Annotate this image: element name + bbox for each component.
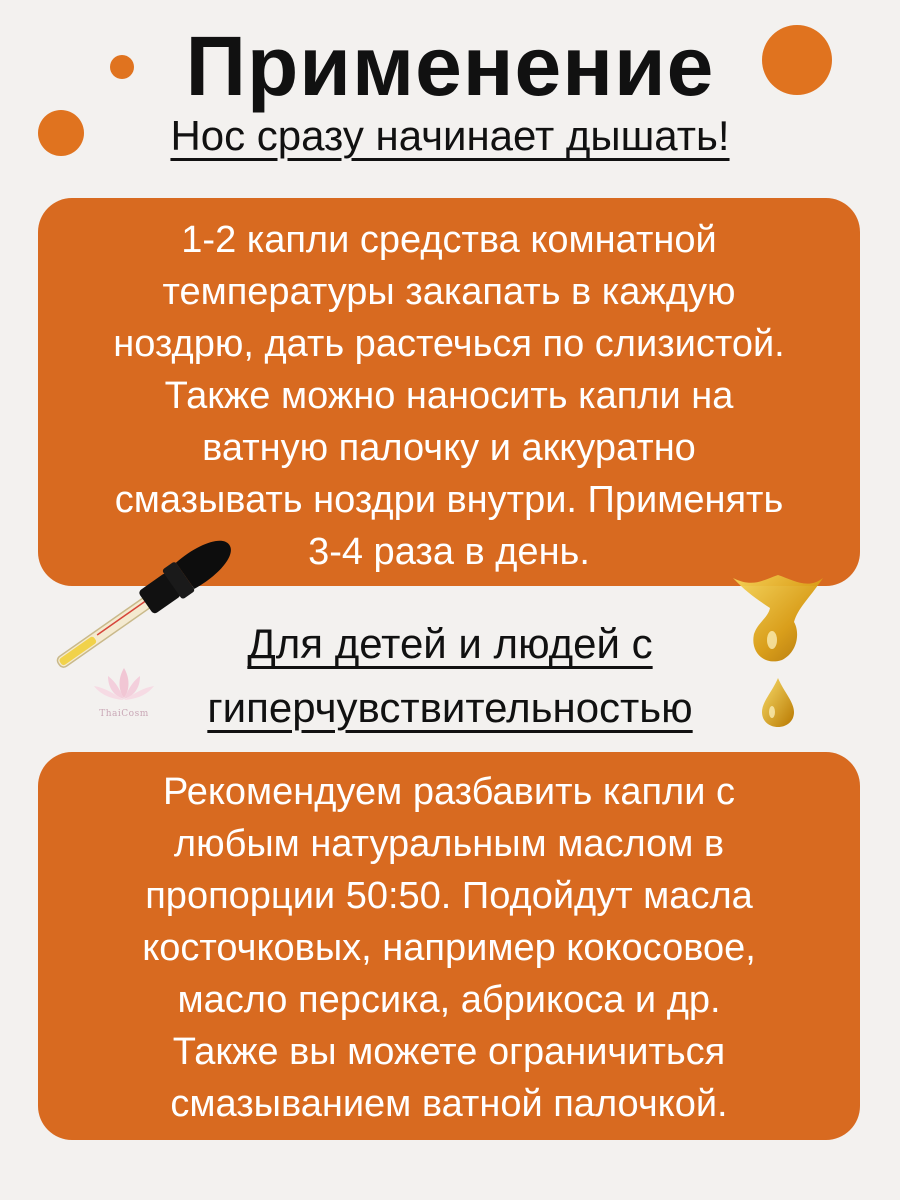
section-heading-kids (160, 612, 740, 740)
usage-line: температуры закапать в каждую (162, 271, 736, 313)
brand-logo (84, 664, 164, 719)
page-subtitle (0, 112, 900, 160)
usage-line: 1-2 капли средства комнатной (181, 219, 717, 261)
oil-drop-icon (760, 676, 796, 728)
dilution-line: Рекомендуем разбавить капли с (163, 771, 735, 813)
dilution-line: косточковых, например кокосовое, (142, 927, 756, 969)
dilution-line: пропорции 50:50. Подойдут масла (145, 875, 753, 917)
usage-line: 3-4 раза в день. (308, 531, 590, 573)
page-title: Применение (185, 19, 715, 113)
usage-line: ноздрю, дать растечься по слизистой. (113, 323, 785, 365)
dilution-line: масло персика, абрикоса и др. (177, 979, 721, 1021)
page-subtitle-text: Нос сразу начинает дышать! (170, 112, 730, 159)
lotus-logo-icon (84, 664, 164, 704)
kids-heading-line: гиперчувствительностью (207, 684, 693, 731)
dilution-line: смазыванием ватной палочкой. (170, 1083, 728, 1125)
oil-drop-icon (728, 570, 828, 666)
dilution-line: Также вы можете ограничиться (172, 1031, 726, 1073)
usage-line: смазывать ноздри внутри. Применять (114, 479, 784, 521)
logo-text: ThaiCosm (99, 709, 149, 719)
dilution-card (38, 752, 860, 1140)
dilution-line: любым натуральным маслом в (173, 823, 725, 865)
usage-line: ватную палочку и аккуратно (202, 427, 696, 469)
kids-heading-line: Для детей и людей с (247, 620, 653, 667)
usage-line: Также можно наносить капли на (164, 375, 734, 417)
